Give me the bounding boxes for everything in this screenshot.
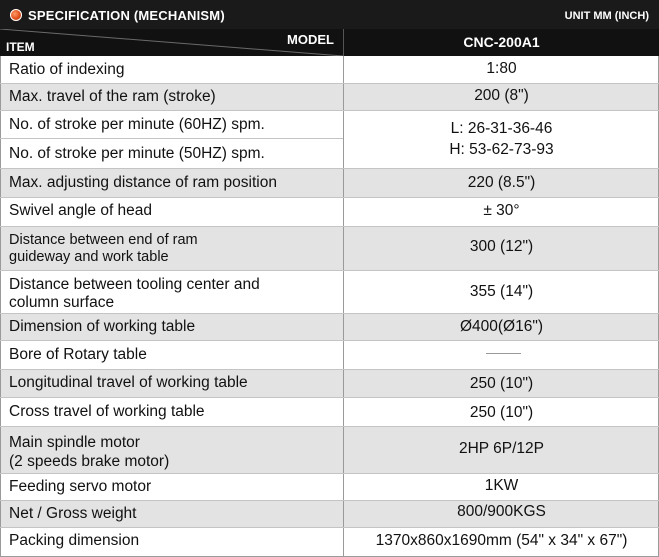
row-divider (0, 226, 659, 227)
bullet-icon (10, 9, 22, 21)
table-row (0, 197, 659, 226)
row-divider (0, 168, 659, 169)
table-row (0, 426, 659, 473)
row-value: ± 30° (483, 202, 520, 219)
row-value: H: 53-62-73-93 (449, 141, 554, 158)
row-label: Max. adjusting distance of ram position (9, 174, 277, 191)
row-value: 1:80 (486, 60, 517, 77)
row-label: Feeding servo motor (9, 478, 152, 495)
row-label: Cross travel of working table (9, 403, 205, 420)
row-label: No. of stroke per minute (60HZ) spm. (9, 116, 265, 133)
row-divider (0, 313, 659, 314)
row-label: Swivel angle of head (9, 202, 153, 219)
table-row (0, 168, 659, 197)
row-divider (0, 473, 659, 474)
row-label: Main spindle motor (9, 434, 140, 451)
item-column-label: ITEM (6, 40, 35, 54)
table-row (0, 226, 659, 270)
unit-label: UNIT MM (INCH) (564, 10, 649, 22)
row-label: No. of stroke per minute (50HZ) spm. (9, 145, 265, 162)
row-label-line2: (2 speeds brake motor) (9, 453, 170, 470)
row-divider (0, 426, 659, 427)
empty-value-dash (486, 353, 521, 354)
row-label-line2: column surface (9, 294, 115, 311)
table-row (0, 270, 659, 313)
sheet-title: SPECIFICATION (MECHANISM) (28, 8, 225, 23)
row-label: Distance between tooling center and (9, 276, 260, 293)
row-label: Ratio of indexing (9, 61, 125, 78)
table-row (0, 313, 659, 340)
row-value: 800/900KGS (457, 503, 546, 520)
table-row (0, 340, 659, 369)
row-value: Ø400(Ø16") (459, 318, 544, 335)
row-value: 355 (14") (469, 283, 534, 300)
table-row (0, 473, 659, 500)
model-column-label: MODEL (287, 32, 334, 47)
row-divider (0, 83, 659, 84)
table-row (0, 83, 659, 110)
table-row (0, 527, 659, 557)
row-label: Bore of Rotary table (9, 346, 147, 363)
row-value: 200 (8") (474, 87, 529, 104)
row-label-line2: guideway and work table (9, 249, 169, 265)
row-value: 300 (12") (469, 238, 534, 255)
row-label: Longitudinal travel of working table (9, 374, 248, 391)
table-row (0, 110, 659, 138)
table-header (0, 29, 659, 56)
row-divider (0, 527, 659, 528)
row-divider (0, 270, 659, 271)
row-label: Distance between end of ram (9, 232, 198, 248)
row-divider (0, 138, 343, 139)
row-value: 220 (8.5") (467, 174, 536, 191)
column-divider (343, 56, 344, 557)
model-name: CNC-200A1 (463, 34, 540, 50)
row-divider (0, 197, 659, 198)
row-label: Dimension of working table (9, 318, 196, 335)
row-label: Max. travel of the ram (stroke) (9, 88, 216, 105)
table-row (0, 56, 659, 83)
row-divider (0, 340, 659, 341)
row-divider (0, 369, 659, 370)
row-divider (0, 397, 659, 398)
row-value: 1370x860x1690mm (54" x 34" x 67") (375, 532, 628, 549)
row-value: 250 (10") (469, 375, 534, 392)
row-divider (0, 110, 659, 111)
table-row (0, 500, 659, 527)
row-value: L: 26-31-36-46 (450, 120, 553, 137)
title-bar (0, 0, 659, 29)
table-row (0, 397, 659, 426)
row-label: Net / Gross weight (9, 505, 137, 522)
table-border-left (0, 56, 1, 557)
row-value: 250 (10") (469, 404, 534, 421)
row-value: 2HP 6P/12P (458, 440, 545, 457)
table-row (0, 138, 659, 168)
row-value: 1KW (484, 477, 519, 494)
table-row (0, 369, 659, 397)
row-label: Packing dimension (9, 532, 140, 549)
row-divider (0, 500, 659, 501)
